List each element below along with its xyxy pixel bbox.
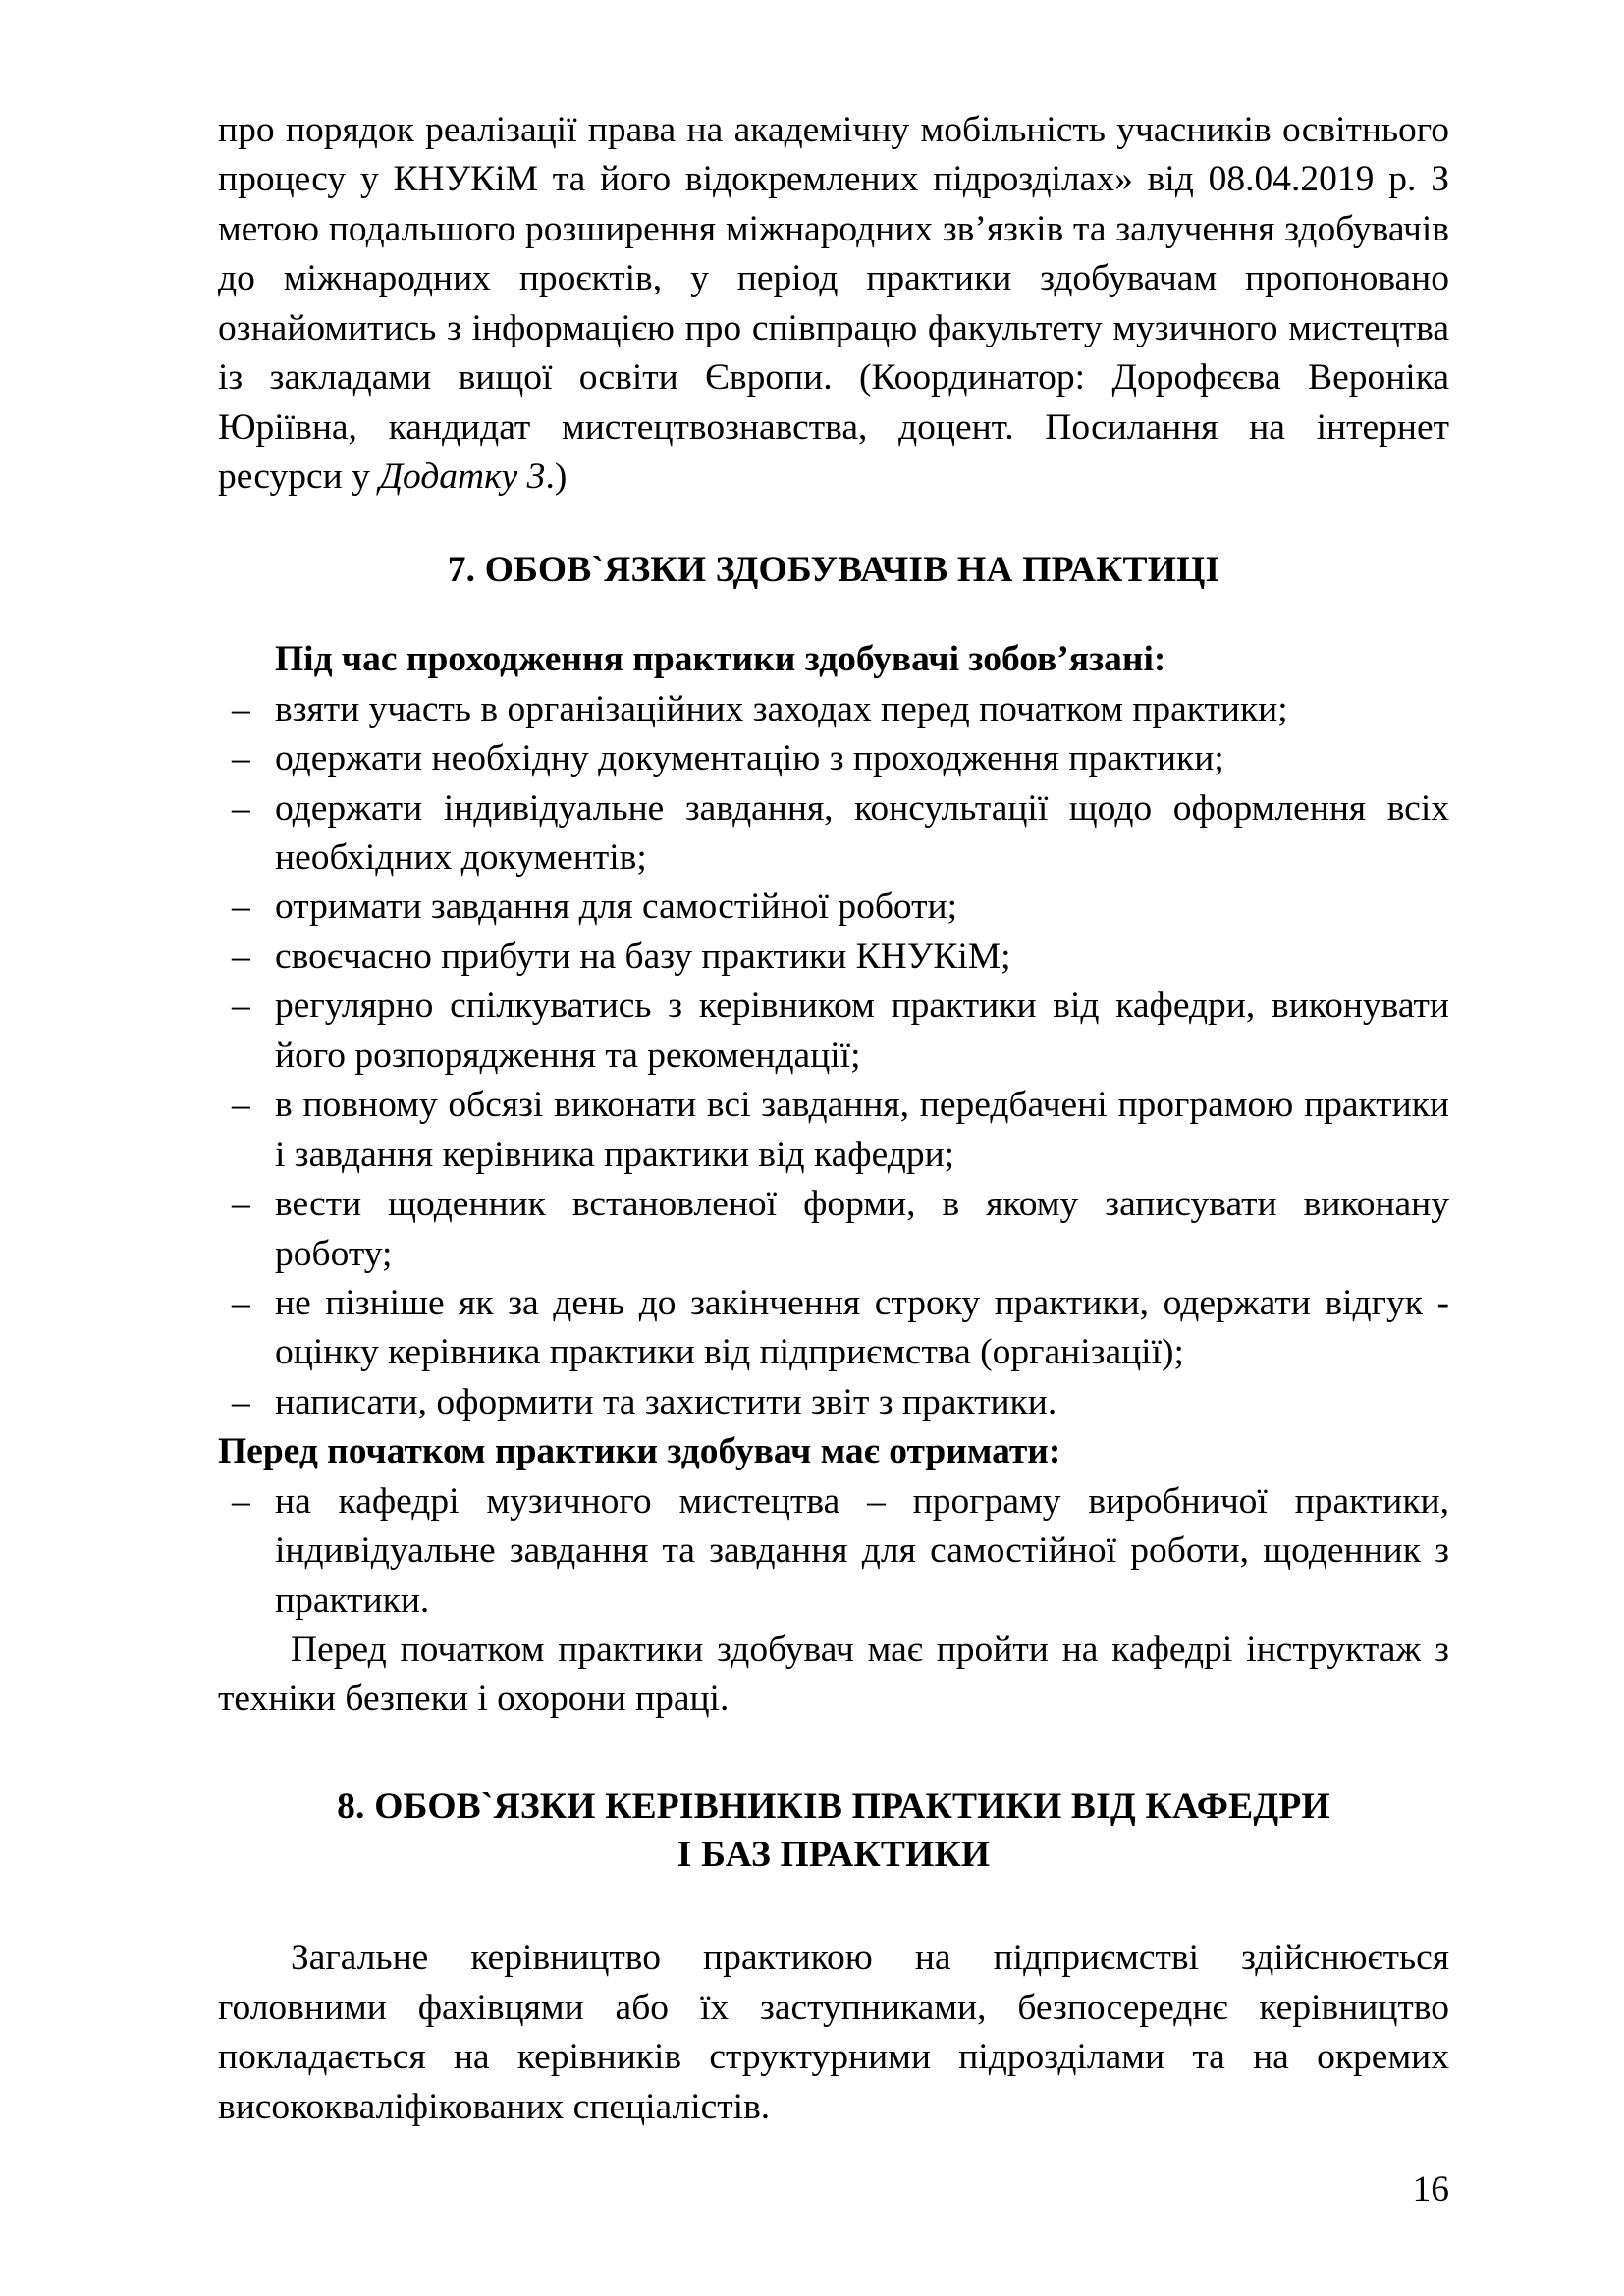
dash-bullet-icon: –	[232, 986, 250, 1027]
list-item	[218, 1477, 1449, 1626]
list-item-label: на кафедрі музичного мистецтва – програму виробничої практики, індивідуальне завдання та завдання для самостійної роботи, щоденник з практики.	[275, 1480, 1449, 1621]
list-item-label: одержати необхідну документацію з проходження практики;	[275, 738, 1224, 779]
section8-heading-line2: І БАЗ ПРАКТИКИ	[677, 1834, 991, 1875]
section7-heading-wrapper	[218, 547, 1449, 595]
intro-paragraph-text-part1: про порядок реалізації права на академічну мобільність учасників освітнього процесу у КНУКіМ та його відокремлених підрозділах» від 08.04.2019 р. З метою подальшого розширення міжнародних зв’язків та залучення здобувачів до міжнародних проєктів, у період практики здобувачам пропоновано ознайомитись з інформацією про співпрацю факультету музичного мистецтва із закладами вищої освіти Європи. (Координатор: Дорофєєва Вероніка Юріївна, кандидат мистецтвознавства, доцент. Посилання на інтернет ресурси у	[218, 110, 1449, 498]
section7-heading: 7. ОБОВ`ЯЗКИ ЗДОБУВАЧІВ НА ПРАКТИЦІ	[447, 549, 1220, 590]
list-item-label: одержати індивідуальне завдання, консультації щодо оформлення всіх необхідних документів;	[275, 787, 1449, 878]
list-item-label: взяти участь в організаційних заходах перед початком практики;	[275, 688, 1288, 729]
dash-bullet-icon: –	[232, 1381, 250, 1422]
dash-bullet-icon: –	[232, 886, 250, 928]
section8-paragraph: Загальне керівництво практикою на підприємстві здійснюється головними фахівцями або їх заступниками, безпосереднє керівництво покладається на керівників структурними підрозділами та на окремих висококваліфікованих спеціалістів.	[218, 1938, 1449, 2127]
section8-heading-line1: 8. ОБОВ`ЯЗКИ КЕРІВНИКІВ ПРАКТИКИ ВІД КАФЕДРИ	[337, 1786, 1330, 1827]
list-item	[218, 982, 1449, 1081]
list-item-label: написати, оформити та захистити звіт з практики.	[275, 1381, 1057, 1422]
spacer-after-section7-heading	[218, 594, 1449, 635]
spacer-after-section8-heading	[218, 1879, 1449, 1934]
list-item	[218, 685, 1449, 734]
list-item-label: регулярно спілкуватись з керівником практики від кафедри, виконувати його розпорядження та рекомендації;	[275, 986, 1449, 1076]
list-item-label: своєчасно прибути на базу практики КНУКіМ;	[275, 935, 1011, 977]
list-item	[218, 882, 1449, 932]
dash-bullet-icon: –	[232, 738, 250, 779]
intro-paragraph	[218, 106, 1449, 503]
dash-bullet-icon: –	[232, 1184, 250, 1225]
intro-paragraph-appendix-reference: Додатку 3	[379, 456, 546, 498]
section7-lead-before-practice: Перед початком практики здобувач має отримати:	[218, 1431, 1061, 1472]
section8-heading-wrapper	[218, 1784, 1449, 1880]
list-item	[218, 1279, 1449, 1378]
list-item	[218, 933, 1449, 982]
list-item-label: не пізніше як за день до закінчення строку практики, одержати відгук - оцінку керівника практики від підприємства (організації);	[275, 1282, 1449, 1373]
page-number: 16	[1412, 2168, 1449, 2210]
list-item-label: отримати завдання для самостійної роботи;	[275, 886, 958, 928]
list-item	[218, 734, 1449, 783]
intro-paragraph-text-part3: .)	[545, 456, 568, 498]
section7-lead-during-practice: Під час проходження практики здобувачі зобов’язані:	[275, 639, 1166, 680]
dash-bullet-icon: –	[232, 935, 250, 977]
list-item	[218, 784, 1449, 883]
list-item	[218, 1378, 1449, 1427]
dash-bullet-icon: –	[232, 1282, 250, 1323]
page-body	[218, 106, 1449, 2132]
section7-before-items-list	[218, 1477, 1449, 1626]
list-item	[218, 1081, 1449, 1180]
section7-closing-paragraph: Перед початком практики здобувач має пройти на кафедрі інструктаж з техніки безпеки і охорони праці.	[218, 1629, 1449, 1720]
dash-bullet-icon: –	[232, 688, 250, 729]
section7-duties-list	[218, 685, 1449, 1428]
list-item-label: вести щоденник встановленої форми, в якому записувати виконану роботу;	[275, 1184, 1449, 1274]
list-item-label: в повному обсязі виконати всі завдання, передбачені програмою практики і завдання керівника практики від кафедри;	[275, 1085, 1449, 1175]
dash-bullet-icon: –	[232, 787, 250, 828]
dash-bullet-icon: –	[232, 1085, 250, 1126]
list-item	[218, 1180, 1449, 1279]
dash-bullet-icon: –	[232, 1480, 250, 1522]
